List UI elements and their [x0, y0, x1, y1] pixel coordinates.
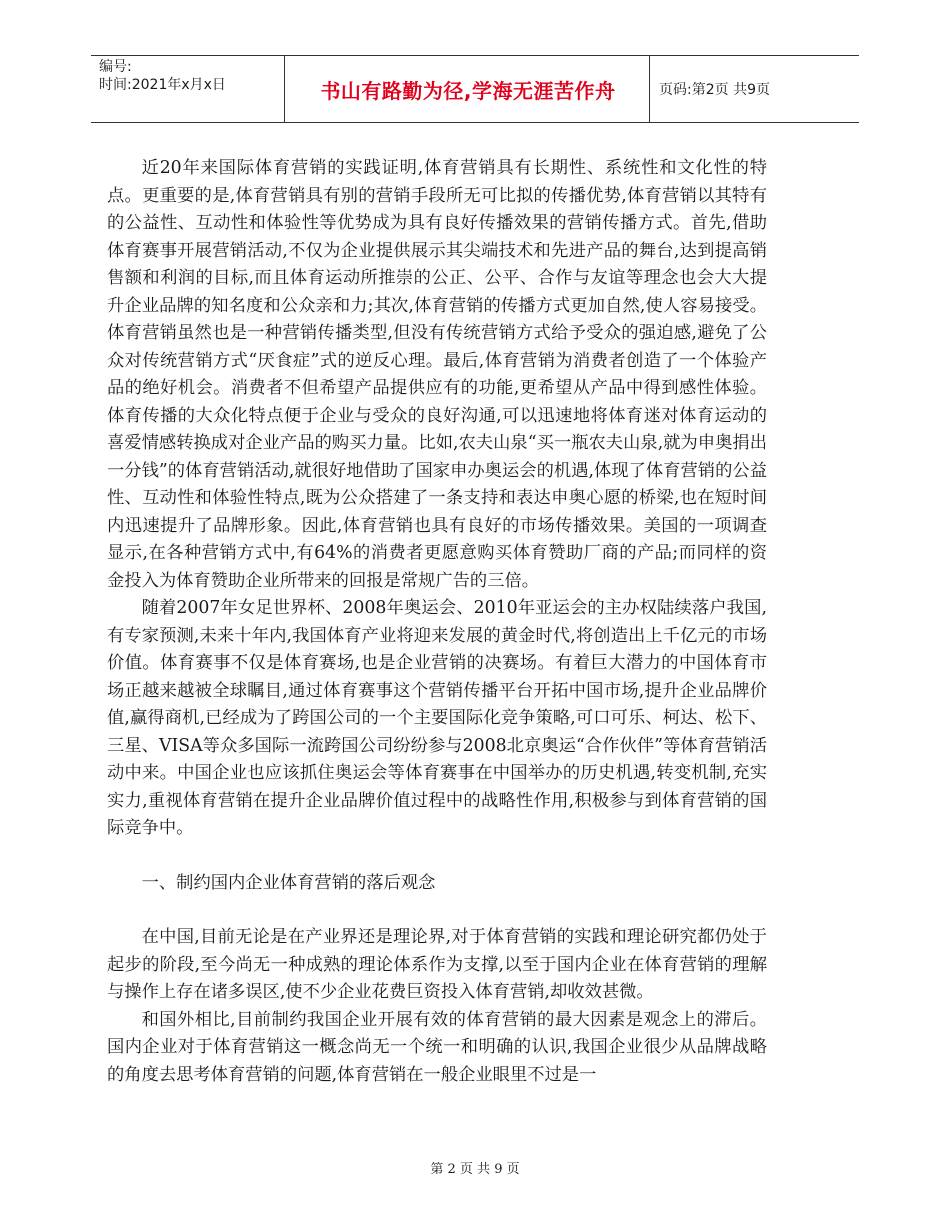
page-footer: 第 2 页 共 9 页 — [430, 1162, 520, 1177]
header-meta — [99, 58, 284, 94]
body-paragraph: 和国外相比,目前制约我国企业开展有效的体育营销的最大因素是观念上的滞后。国内企业对于体育营销这一概念尚无一个统一和明确的认识,我国企业很少从品牌战略的角度去思考体育营销的问题,体育营销在一般企业眼里不过是一 — [107, 1009, 767, 1085]
header-divider — [649, 56, 650, 122]
header-page-info: 页码:第2页 共9页 — [659, 82, 770, 98]
section-heading: 一、制约国内企业体育营销的落后观念 — [141, 872, 436, 893]
body-paragraph: 在中国,目前无论是在产业界还是理论界,对于体育营销的实践和理论研究都仍处于起步的阶段,至今尚无一种成熟的理论体系作为支撑,以至于国内企业在体育营销的理解与操作上存在诸多误区,使不少企业花费巨资投入体育营销,却收效甚微。 — [107, 927, 767, 1002]
header-motto: 书山有路勤为径,学海无涯苦作舟 — [320, 78, 616, 103]
document-body — [107, 155, 767, 1089]
document-number-label: 编号: — [99, 59, 132, 75]
body-paragraph: 随着2007年女足世界杯、2008年奥运会、2010年亚运会的主办权陆续落户我国,有专家预测,未来十年内,我国体育产业将迎来发展的黄金时代,将创造出上千亿元的市场价值。体育赛事不仅是体育赛场,也是企业营销的决赛场。有着巨大潜力的中国体育市场正越来越被全球瞩目,通过体育赛事这个营销传播平台开拓中国市场,提升企业品牌价值,赢得商机,已经成为了跨国公司的一个主要国际化竞争策略,可口可乐、柯达、松下、三星、VISA等众多国际一流跨国公司纷纷参与2008北京奥运“合作伙伴”等体育营销活动中来。中国企业也应该抓住奥运会等体育赛事在中国举办的历史机遇,转变机制,充实实力,重视体育营销在提升企业品牌价值过程中的战略性作用,积极参与到体育营销的国际竞争中。 — [107, 598, 767, 838]
header-divider — [284, 56, 285, 122]
paragraph-spacer — [107, 897, 767, 924]
paragraph-spacer — [107, 843, 767, 870]
page-header — [91, 55, 859, 123]
body-paragraph: 近20年来国际体育营销的实践证明,体育营销具有长期性、系统性和文化性的特点。更重要的是,体育营销具有别的营销手段所无可比拟的传播优势,体育营销以其特有的公益性、互动性和体验性等优势成为具有良好传播效果的营销传播方式。首先,借助体育赛事开展营销活动,不仅为企业提供展示其尖端技术和先进产品的舞台,达到提高销售额和利润的目标,而且体育运动所推崇的公正、公平、合作与友谊等理念也会大大提升企业品牌的知名度和公众亲和力;其次,体育营销的传播方式更加自然,使人容易接受。体育营销虽然也是一种营销传播类型,但没有传统营销方式给予受众的强迫感,避免了公众对传统营销方式“厌食症”式的逆反心理。最后,体育营销为消费者创造了一个体验产品的绝好机会。消费者不但希望产品提供应有的功能,更希望从产品中得到感性体验。体育传播的大众化特点便于企业与受众的良好沟通,可以迅速地将体育迷对体育运动的喜爱情感转换成对企业产品的购买力量。比如,农夫山泉“买一瓶农夫山泉,就为申奥捐出一分钱”的体育营销活动,就很好地借助了国家申办奥运会的机遇,体现了体育营销的公益性、互动性和体验性特点,既为公众搭建了一条支持和表达申奥心愿的桥梁,也在短时间内迅速提升了品牌形象。因此,体育营销也具有良好的市场传播效果。美国的一项调查显示,在各种营销方式中,有64%的消费者更愿意购买体育赞助厂商的产品;而同样的资金投入为体育赞助企业所带来的回报是常规广告的三倍。 — [107, 158, 767, 591]
document-time-label: 时间:2021年x月x日 — [99, 77, 226, 93]
